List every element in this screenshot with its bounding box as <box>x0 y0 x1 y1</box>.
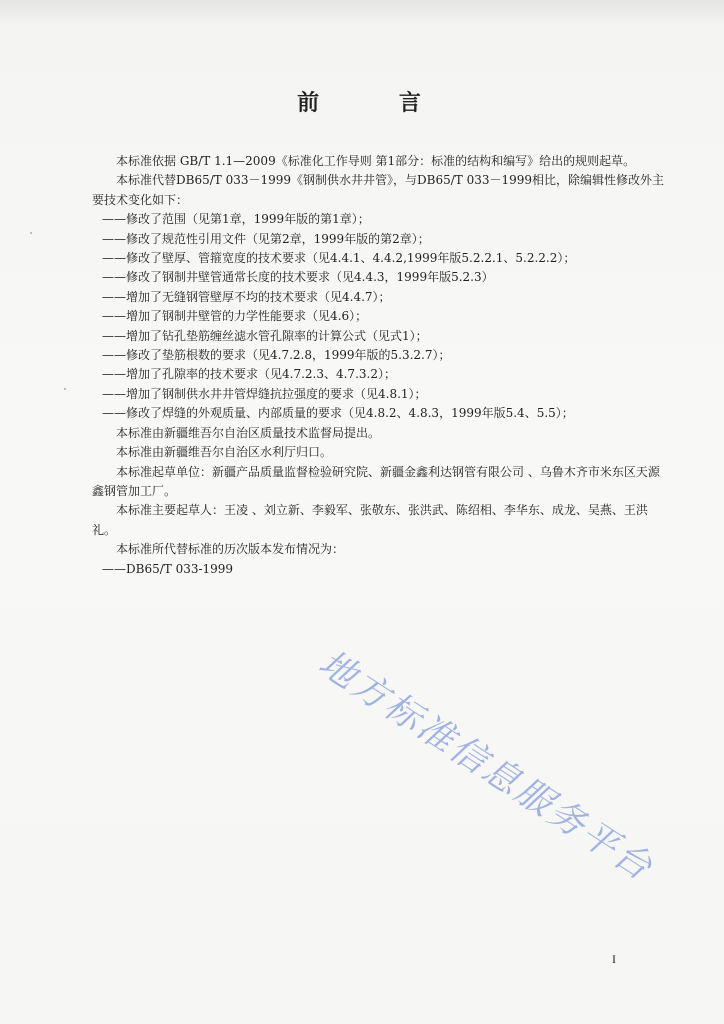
document-body <box>92 152 667 579</box>
change-item: ——增加了钢制井壁管的力学性能要求（见4.6）； <box>102 309 368 324</box>
paragraph-administered-by: 本标准由新疆维吾尔自治区水利厅归口。 <box>116 445 333 460</box>
scan-edge-shadow <box>0 0 724 26</box>
scan-speck <box>30 232 32 234</box>
page-title: 前 言 <box>297 91 457 116</box>
change-item: ——修改了范围（见第1章，1999年版的第1章）； <box>102 212 370 227</box>
paragraph-drafters: 本标准主要起草人：王凌 、刘立新、李毅军、张敬东、张洪武、陈绍相、李华东、成龙、吴燕、王洪礼。 <box>92 503 648 537</box>
paragraph-drafting-basis: 本标准依据 GB/T 1.1—2009《标准化工作导则 第1部分：标准的结构和编写》给出的规则起草。 <box>116 154 636 168</box>
page-number: I <box>612 952 616 966</box>
change-item: ——增加了钻孔垫筋缠丝滤水管孔隙率的计算公式（见式1）； <box>102 328 428 343</box>
change-item: ——修改了焊缝的外观质量、内部质量的要求（见4.8.2、4.8.3，1999年版5.4、5.5）； <box>102 406 574 421</box>
paragraph-replacement: 本标准代替DB65/T 033－1999《钢制供水井井管》，与DB65/T 033－1999相比，除编辑性修改外主要技术变化如下： <box>92 173 665 207</box>
paragraph-proposed-by: 本标准由新疆维吾尔自治区质量技术监督局提出。 <box>116 425 381 440</box>
change-item: ——修改了壁厚、管箍宽度的技术要求（见4.4.1、4.4.2,1999年版5.2.2.1、5.2.2.2）； <box>102 251 576 266</box>
change-item: ——修改了钢制井壁管通常长度的技术要求（见4.4.3，1999年版5.2.3） <box>102 270 494 285</box>
watermark-stamp: 地方标准信息服务平台 <box>311 642 661 890</box>
change-item: ——增加了无缝钢管壁厚不均的技术要求（见4.4.7）； <box>102 289 391 304</box>
paragraph-drafting-units: 本标准起草单位：新疆产品质量监督检验研究院、新疆金鑫利达钢管有限公司 、乌鲁木齐市米东区天源鑫钢管加工厂。 <box>92 464 660 498</box>
scan-speck <box>64 388 66 390</box>
change-item: ——修改了垫筋根数的要求（见4.7.2.8，1999年版的5.3.2.7）； <box>102 348 451 363</box>
change-item: ——增加了孔隙率的技术要求（见4.7.2.3、4.7.3.2）； <box>102 367 396 382</box>
change-item: ——增加了钢制供水井井管焊缝抗拉强度的要求（见4.8.1）； <box>102 386 427 401</box>
paragraph-history-intro: 本标准所代替标准的历次版本发布情况为： <box>116 542 345 557</box>
history-item: ——DB65/T 033-1999 <box>102 561 234 576</box>
change-item: ——修改了规范性引用文件（见第2章，1999年版的第2章）； <box>102 231 430 246</box>
